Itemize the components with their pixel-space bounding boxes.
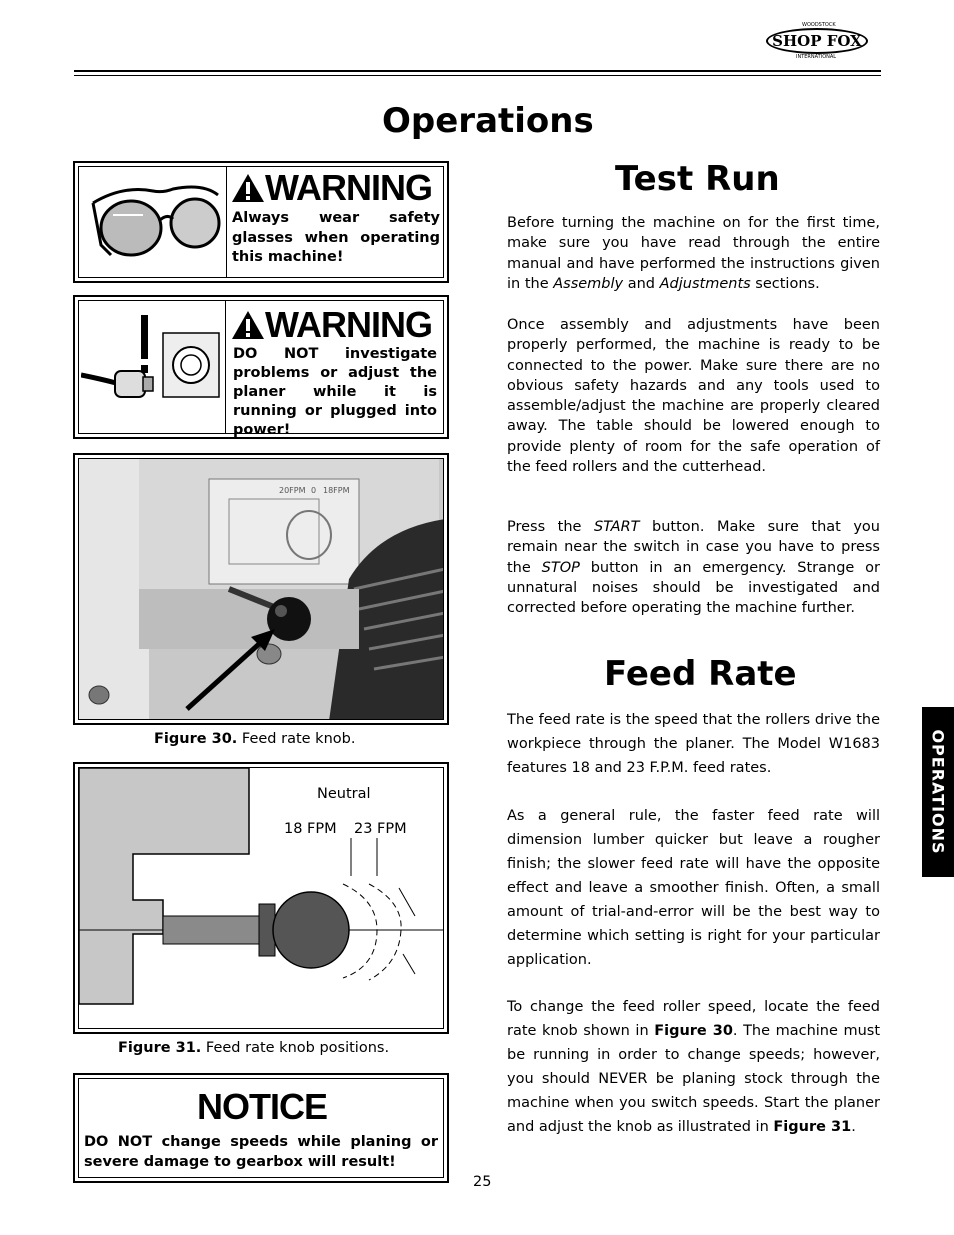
- notice-heading: NOTICE: [197, 1086, 328, 1127]
- logo-bottom-text: INTERNATIONAL: [796, 54, 837, 60]
- warning-text: DO NOT investigate problems or adjust the planer while it is running or plugged into power!: [233, 346, 437, 438]
- plug-outlet-icon: [81, 309, 221, 419]
- warning-text: Always wear safety glasses when operating this machine!: [232, 210, 440, 265]
- test-run-paragraph-2: Once assembly and adjustments have been properly performed, the machine is ready to be connected to the power. Make sure there are no obvious safety hazards and any tools used to assemble/adjust the machine are properly cleared away. The table should be lowered enough to provide plenty of room for the safe operation of the feed rollers and the cutterhead.: [507, 317, 880, 476]
- shop-fox-logo: [766, 22, 872, 60]
- test-run-paragraph-3: Press the START button. Make sure that you remain near the switch in case you have to press the STOP button in an emergency. Strange or unnatural noises should be investigated and corrected before operating the machine further.: [507, 519, 880, 617]
- test-run-paragraph-1: Before turning the machine on for the first time, make sure you have read through the entire manual and have performed the instructions given in the Assembly and Adjustments sections.: [507, 215, 880, 292]
- logo-top-text: WOODSTOCK: [802, 22, 836, 28]
- header-rule-thin: [74, 75, 881, 76]
- section-title-test-run: Test Run: [615, 159, 780, 199]
- page-number: 25: [473, 1174, 492, 1190]
- feed-rate-knob-photo: [79, 459, 444, 720]
- feed-rate-paragraph-3: To change the feed roller speed, locate the feed rate knob shown in Figure 30. The machine must be running in order to change speeds; however, you should NEVER be planing stock through the machine when you switch speeds. Start the planer and adjust the knob as illustrated in Figure 31.: [507, 999, 880, 1135]
- figure-30-caption: Figure 30. Feed rate knob.: [154, 731, 356, 747]
- photo-label-18fpm: 18FPM: [323, 486, 350, 495]
- label-neutral: Neutral: [317, 786, 371, 802]
- warning-heading: WARNING: [231, 168, 432, 208]
- feed-rate-paragraph-1: The feed rate is the speed that the rollers drive the workpiece through the planer. The Model W1683 features 18 and 23 F.P.M. feed rates.: [507, 712, 880, 776]
- label-23-fpm: 23 FPM: [354, 821, 407, 837]
- label-18-fpm: 18 FPM: [284, 821, 337, 837]
- warning-box-safety-glasses: [73, 161, 449, 283]
- warning-heading: WARNING: [231, 305, 432, 345]
- warning-triangle-icon: [231, 173, 265, 203]
- notice-box: [73, 1073, 449, 1183]
- logo-oval: [766, 28, 868, 54]
- section-title-feed-rate: Feed Rate: [604, 654, 797, 694]
- logo-brand: SHOP FOX: [772, 32, 862, 50]
- photo-label-20fpm: 20FPM: [279, 486, 306, 495]
- feed-rate-paragraph-2: As a general rule, the faster feed rate will dimension lumber quicker but leave a rougher finish; the slower feed rate will have the opposite effect and leave a smoother finish. Often, a small amount of trial-and-error will be the best way to determine which setting is right for your particular application.: [507, 808, 880, 968]
- knob-positions-diagram: [79, 768, 444, 1029]
- header-rule: [74, 70, 881, 72]
- figure-31-caption: Figure 31. Feed rate knob positions.: [118, 1040, 390, 1056]
- warning-triangle-icon: [231, 310, 265, 340]
- notice-text: DO NOT change speeds while planing or severe damage to gearbox will result!: [84, 1134, 438, 1170]
- photo-label-0: 0: [311, 486, 317, 495]
- page-title: Operations: [382, 101, 594, 141]
- safety-glasses-icon: [83, 173, 223, 271]
- warning-box-power: [73, 295, 449, 439]
- side-tab-operations: OPERATIONS: [922, 707, 954, 877]
- figure-30-photo: [73, 453, 449, 725]
- figure-31-diagram: [73, 762, 449, 1034]
